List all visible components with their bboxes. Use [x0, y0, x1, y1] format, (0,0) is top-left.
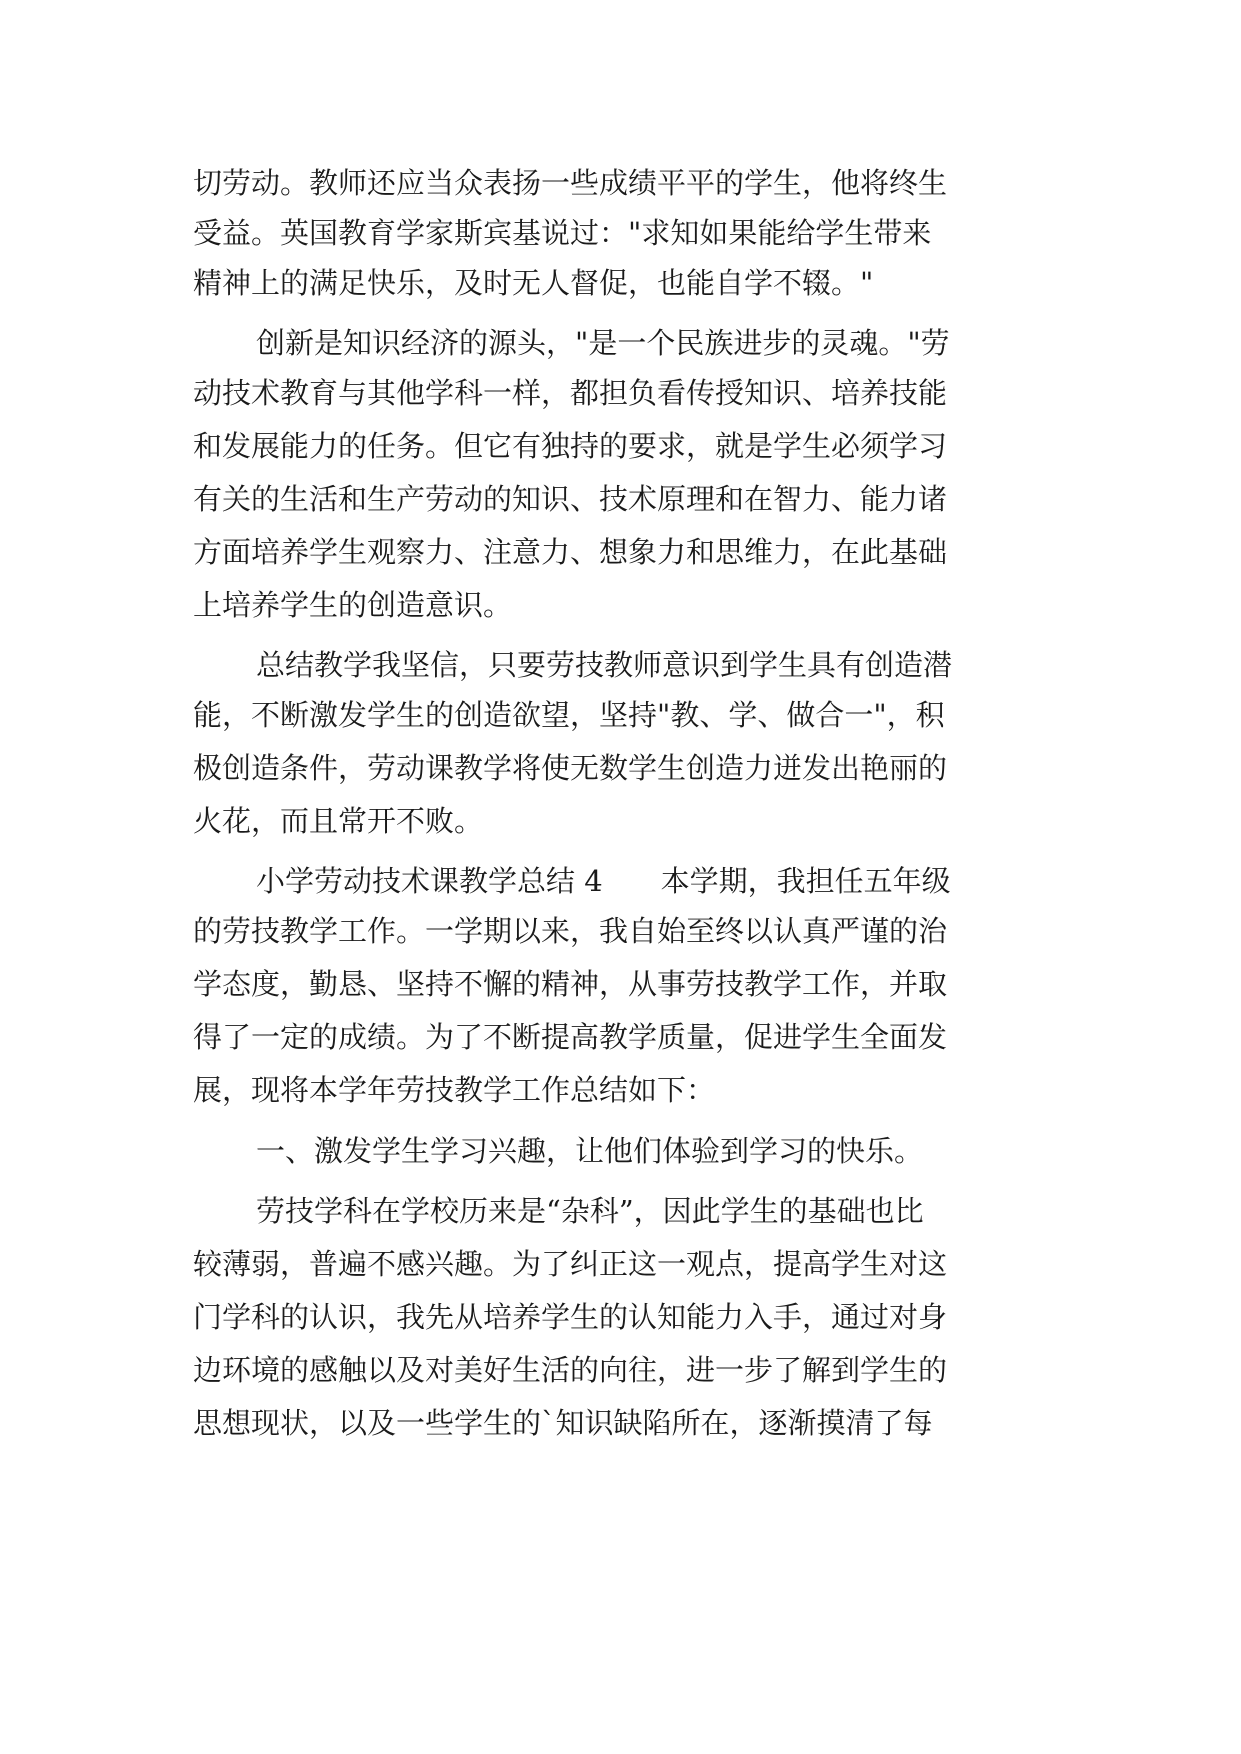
- text-line: 切劳动。教师还应当众表扬一些成绩平平的学生，他将终生: [193, 166, 948, 200]
- text-line: 精神上的满足快乐，及时无人督促，也能自学不辍。": [193, 266, 874, 300]
- paragraph-first-line: 小学劳动技术课教学总结 4 本学期，我担任五年级: [256, 864, 951, 898]
- text-line: 和发展能力的任务。但它有独持的要求，就是学生必须学习: [193, 429, 948, 463]
- text-line: 能，不断激发学生的创造欲望，坚持"教、学、做合一"，积: [193, 698, 945, 732]
- text-line: 极创造条件，劳动课教学将使无数学生创造力迸发出艳丽的: [193, 751, 948, 785]
- text-line: 动技术教育与其他学科一样，都担负看传授知识、培养技能: [193, 376, 948, 410]
- paragraph-first-line: 总结教学我坚信，只要劳技教师意识到学生具有创造潜: [256, 648, 953, 682]
- text-line: 展，现将本学年劳技教学工作总结如下：: [193, 1073, 716, 1107]
- text-line: 火花，而且常开不败。: [193, 804, 484, 838]
- text-line: 边环境的感触以及对美好生活的向往，进一步了解到学生的: [193, 1353, 948, 1387]
- text-line: 上培养学生的创造意识。: [193, 588, 513, 622]
- text-line: 门学科的认识，我先从培养学生的认知能力入手，通过对身: [193, 1300, 948, 1334]
- text-line: 方面培养学生观察力、注意力、想象力和思维力，在此基础: [193, 535, 948, 569]
- text-line: 受益。英国教育学家斯宾基说过："求知如果能给学生带来: [193, 216, 932, 250]
- text-line: 有关的生活和生产劳动的知识、技术原理和在智力、能力诸: [193, 482, 948, 516]
- text-line: 得了一定的成绩。为了不断提高教学质量，促进学生全面发: [193, 1020, 948, 1054]
- paragraph-first-line: 劳技学科在学校历来是“杂科”，因此学生的基础也比: [256, 1194, 924, 1228]
- section-heading: 一、激发学生学习兴趣，让他们体验到学习的快乐。: [256, 1134, 924, 1168]
- text-line: 的劳技教学工作。一学期以来，我自始至终以认真严谨的治: [193, 914, 948, 948]
- text-line: 较薄弱，普遍不感兴趣。为了纠正这一观点，提高学生对这: [193, 1247, 948, 1281]
- text-line: 学态度，勤恳、坚持不懈的精神，从事劳技教学工作，并取: [193, 967, 948, 1001]
- paragraph-first-line: 创新是知识经济的源头，"是一个民族进步的灵魂。"劳: [256, 326, 950, 360]
- text-line: 思想现状，以及一些学生的`知识缺陷所在，逐渐摸清了每: [193, 1406, 933, 1440]
